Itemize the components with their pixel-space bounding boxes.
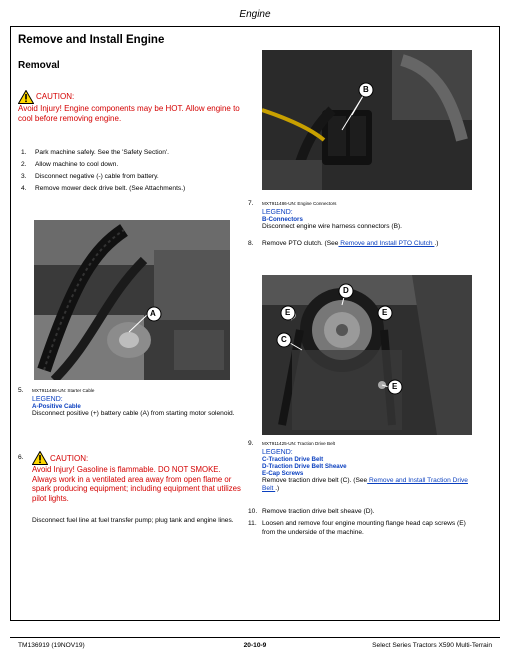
legend-item: D-Traction Drive Belt Sheave bbox=[262, 462, 347, 470]
legend-item: C-Traction Drive Belt bbox=[262, 455, 324, 463]
step-item bbox=[21, 159, 241, 171]
warning-icon bbox=[32, 451, 48, 465]
step-text-end: .) bbox=[434, 240, 439, 247]
section-header: Engine bbox=[239, 9, 271, 20]
traction-drive-belt-link[interactable]: Remove and Install Traction Drive Belt bbox=[262, 476, 468, 492]
figure-caption: MXT911486-UN: Engine Connectors bbox=[262, 201, 337, 206]
traction-drive-belt-photo bbox=[262, 275, 472, 435]
step-text: Remove traction drive belt (C). (See bbox=[262, 476, 368, 484]
callout-e: E bbox=[382, 308, 388, 317]
step-text-end: .) bbox=[275, 485, 280, 492]
step-number: 4. bbox=[21, 185, 27, 192]
starter-cable-photo bbox=[34, 220, 230, 380]
section-subtitle: Removal bbox=[18, 60, 60, 71]
step-item bbox=[21, 183, 241, 195]
footer-product: Select Series Tractors X590 Multi-Terrain bbox=[372, 642, 492, 649]
steps-list bbox=[21, 147, 241, 195]
step-text: Park machine safely. See the 'Safety Section'. bbox=[35, 149, 169, 156]
step-text: Loosen and remove four engine mounting flange head cap screws (E) from the underside of the machine. bbox=[262, 520, 466, 536]
step-number: 7. bbox=[248, 200, 254, 207]
step-number: 2. bbox=[21, 161, 27, 168]
step-item bbox=[21, 171, 241, 183]
page-title: Remove and Install Engine bbox=[18, 34, 165, 46]
step-number: 9. bbox=[248, 440, 254, 447]
step-number: 1. bbox=[21, 149, 27, 156]
step-number: 3. bbox=[21, 173, 27, 180]
step-11 bbox=[248, 520, 473, 537]
callout-c: C bbox=[281, 335, 287, 344]
step-number: 6. bbox=[18, 453, 24, 461]
caution-text: Avoid Injury! Gasoline is flammable. DO NOT SMOKE. Always work in a ventilated area away from open flame or spark producing equipment; including equipment that utilizes pilot lights. bbox=[32, 465, 241, 503]
callout-b: B bbox=[363, 85, 369, 94]
callout-a: A bbox=[150, 309, 156, 318]
step-text: Remove traction drive belt sheave (D). bbox=[262, 508, 375, 515]
step-number: 10. bbox=[248, 508, 258, 515]
caution-label: CAUTION: bbox=[36, 92, 75, 101]
footer-divider bbox=[10, 637, 500, 638]
pto-clutch-link[interactable]: Remove and Install PTO Clutch bbox=[338, 240, 435, 247]
step-10 bbox=[248, 508, 473, 517]
step-text: Allow machine to cool down. bbox=[35, 161, 119, 168]
step-7 bbox=[248, 200, 473, 231]
step-number: 11. bbox=[248, 520, 257, 527]
footer-page-number: 20-10-9 bbox=[243, 642, 267, 649]
step-text: Remove mower deck drive belt. (See Attachments.) bbox=[35, 185, 186, 192]
callout-e: E bbox=[285, 308, 291, 317]
caution-text: Avoid Injury! Engine components may be HOT. Allow engine to cool before removing engine. bbox=[18, 104, 240, 123]
step-5 bbox=[18, 387, 243, 418]
legend-item: A-Positive Cable bbox=[32, 402, 81, 410]
step-8 bbox=[248, 240, 473, 249]
legend-item: E-Cap Screws bbox=[262, 469, 304, 477]
step-text: Disconnect positive (+) battery cable (A) from starting motor solenoid. bbox=[32, 409, 235, 417]
figure-caption: MXT911486-UN: Starter Cable bbox=[32, 388, 95, 393]
engine-connectors-photo bbox=[262, 50, 472, 190]
caution-block-1 bbox=[18, 90, 246, 124]
step-number: 8. bbox=[248, 240, 254, 247]
warning-icon bbox=[18, 90, 34, 104]
step-text: Disconnect negative (-) cable from battery. bbox=[35, 173, 159, 180]
legend-item: B-Connectors bbox=[262, 215, 303, 223]
step-9 bbox=[248, 440, 473, 494]
step-number: 5. bbox=[18, 387, 24, 394]
footer-doc-id: TM136919 (19NOV19) bbox=[18, 642, 85, 649]
legend-title: LEGEND: bbox=[262, 208, 293, 216]
step-6 bbox=[18, 451, 246, 526]
callout-e: E bbox=[392, 382, 398, 391]
legend-title: LEGEND: bbox=[32, 395, 63, 403]
figure-caption: MXT911425-UN: Traction Drive Belt bbox=[262, 441, 335, 446]
caution-label: CAUTION: bbox=[50, 453, 89, 463]
step-text: Disconnect fuel line at fuel transfer pump; plug tank and engine lines. bbox=[32, 517, 234, 525]
step-item bbox=[21, 147, 241, 159]
legend-title: LEGEND: bbox=[262, 448, 293, 456]
step-text: Disconnect engine wire harness connectors (B). bbox=[262, 222, 403, 230]
callout-d: D bbox=[343, 286, 349, 295]
step-text: Remove PTO clutch. (See bbox=[262, 240, 339, 247]
